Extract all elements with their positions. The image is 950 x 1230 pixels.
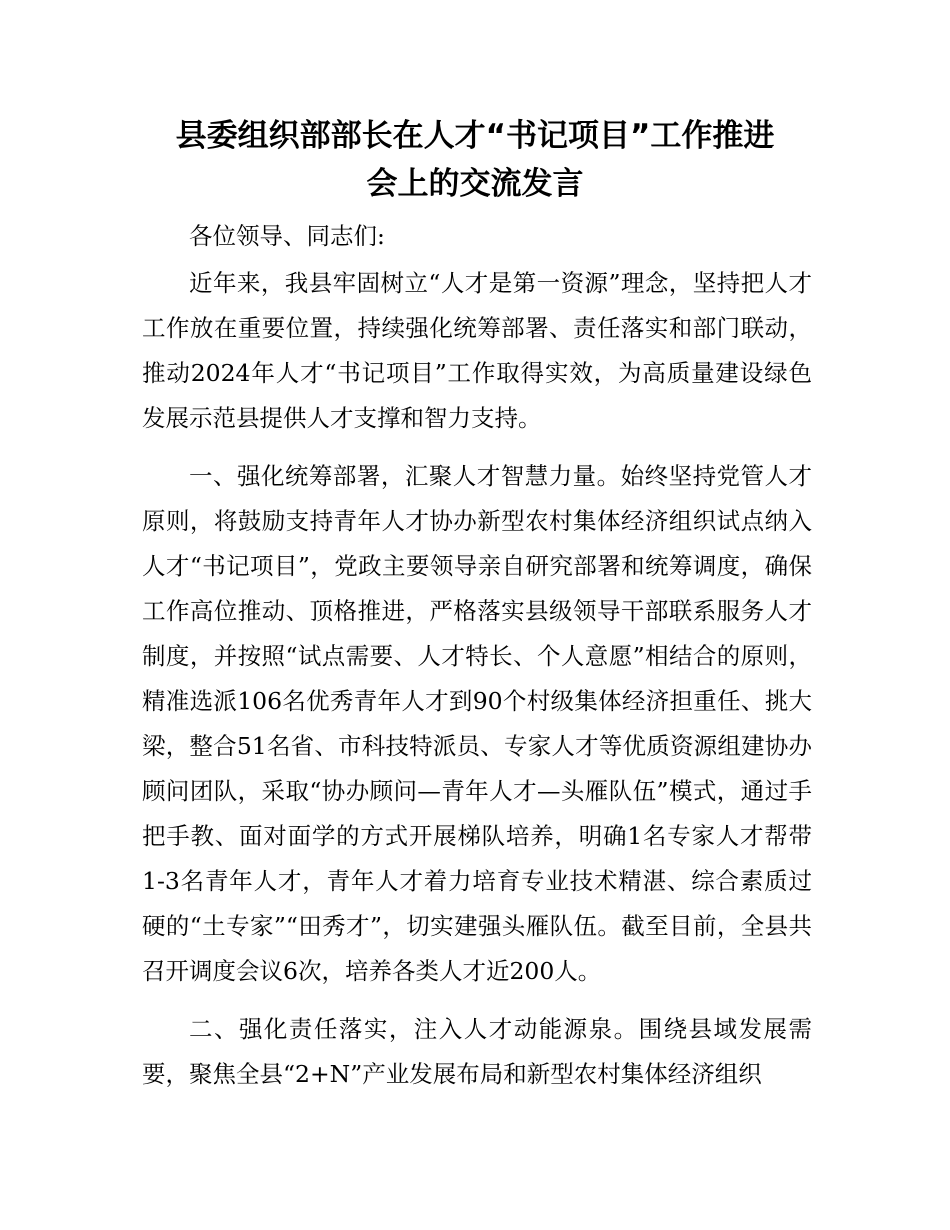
document-title-line-2: 会上的交流发言 [366, 166, 584, 202]
greeting: 各位领导、同志们: [189, 222, 385, 250]
document-body [142, 261, 812, 1097]
paragraph-intro: 近年来，我县牢固树立“人才是第一资源”理念，坚持把人才工作放在重要位置，持续强化统筹部署、责任落实和部门联动，推动2024年人才“书记项目”工作取得实效，为高质量建设绿色发展示范县提供人才支撑和智力支持。 [142, 269, 812, 432]
paragraph-section-2: 二、强化责任落实，注入人才动能源泉。围绕县域发展需要，聚焦全县“2+N”产业发展布局和新型农村集体经济组织 [142, 1015, 812, 1088]
paragraph-section-1: 一、强化统筹部署，汇聚人才智慧力量。始终坚持党管人才原则，将鼓励支持青年人才协办新型农村集体经济组织试点纳入人才“书记项目”，党政主要领导亲自研究部署和统筹调度，确保工作高位推动、顶格推进，严格落实县级领导干部联系服务人才制度，并按照“试点需要、人才特长、个人意愿”相结合的原则，精准选派106名优秀青年人才到90个村级集体经济担重任、挑大梁，整合51名省、市科技特派员、专家人才等优质资源组建协办顾问团队，采取“协办顾问—青年人才—头雁队伍”模式，通过手把手教、面对面学的方式开展梯队培养，明确1名专家人才帮带1-3名青年人才，青年人才着力培育专业技术精湛、综合素质过硬的“土专家”“田秀才”，切实建强头雁队伍。截至目前，全县共召开调度会议6次，培养各类人才近200人。 [142, 462, 812, 985]
document-title-line-1: 县委组织部部长在人才“书记项目”工作推进 [175, 118, 775, 154]
